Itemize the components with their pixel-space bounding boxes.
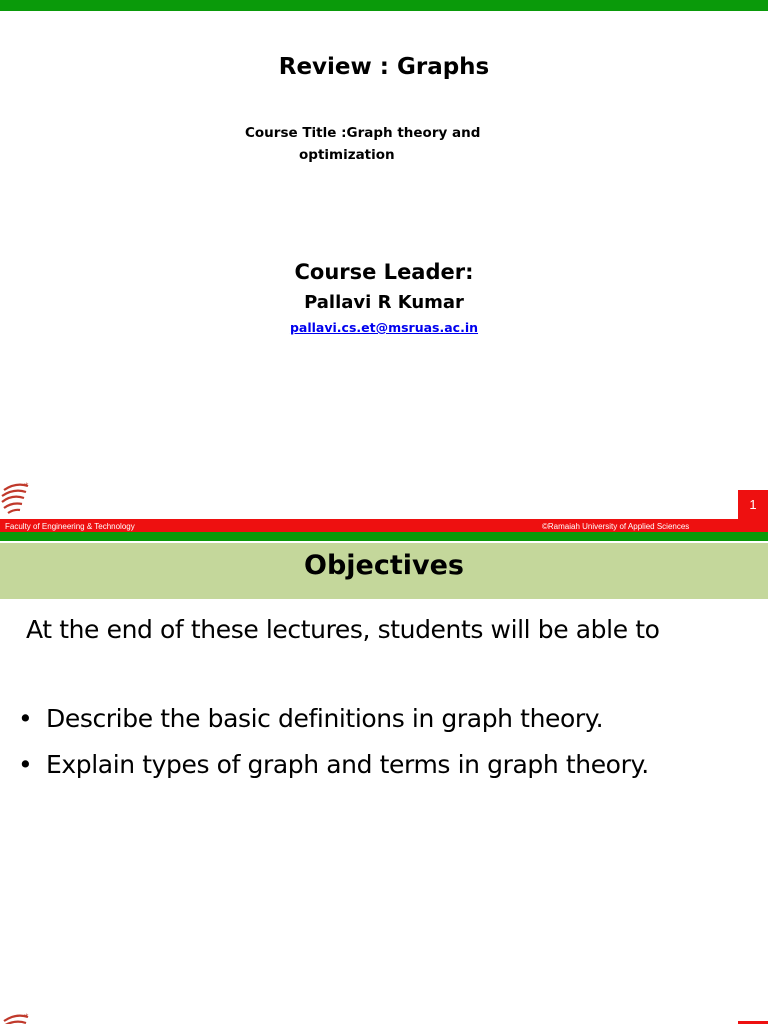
footer-green-bar bbox=[0, 532, 768, 541]
objective-bullet-text: Describe the basic definitions in graph theory. bbox=[46, 704, 604, 733]
objective-bullet-text: Explain types of graph and terms in graph theory. bbox=[46, 750, 649, 779]
course-leader-email-link[interactable]: pallavi.cs.et@msruas.ac.in bbox=[289, 320, 479, 335]
course-leader-email-row bbox=[0, 320, 768, 335]
footer-university-text: ©Ramaiah University of Applied Sciences bbox=[542, 522, 690, 531]
university-logo-icon bbox=[0, 480, 32, 516]
objective-bullet-item bbox=[18, 750, 649, 779]
course-leader-heading: Course Leader: bbox=[294, 260, 474, 284]
bullet-marker: • bbox=[18, 704, 33, 733]
footer-faculty-text: Faculty of Engineering & Technology bbox=[5, 522, 135, 531]
slide-title: Review : Graphs bbox=[278, 54, 490, 80]
objectives-title: Objectives bbox=[304, 550, 464, 581]
course-leader-name: Pallavi R Kumar bbox=[304, 292, 464, 313]
svg-text:*: * bbox=[24, 1013, 29, 1023]
objective-bullet-item bbox=[18, 704, 603, 733]
course-title-line-1: Course Title :Graph theory and bbox=[245, 125, 481, 141]
svg-text:*: * bbox=[24, 482, 29, 492]
university-logo-icon bbox=[0, 1011, 32, 1024]
course-title-line-2: optimization bbox=[299, 147, 395, 163]
objectives-slide bbox=[0, 541, 768, 1024]
objectives-intro: At the end of these lectures, students will be able to bbox=[26, 615, 660, 644]
footer-red-bar bbox=[0, 519, 768, 532]
bullet-marker: • bbox=[18, 750, 33, 779]
header-green-bar bbox=[0, 0, 768, 11]
page-number-badge: 1 bbox=[738, 490, 768, 520]
